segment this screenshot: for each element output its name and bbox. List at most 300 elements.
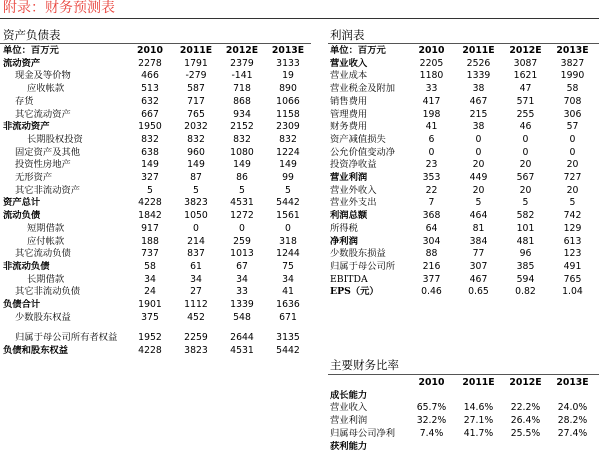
balance-sheet-cell: 5442: [276, 197, 300, 209]
income-statement-cell: 1990: [560, 70, 585, 82]
income-statement-row-label: 投资净收益: [330, 159, 377, 171]
balance-sheet-row: [3, 185, 311, 198]
balance-sheet-cell: 24: [144, 286, 156, 298]
income-statement-cell: 20: [519, 184, 532, 196]
income-statement-row-label: 营业外收入: [330, 184, 377, 196]
balance-sheet-header-row: [3, 45, 311, 58]
balance-sheet-row: [3, 345, 311, 358]
income-statement-cell: 304: [422, 235, 441, 247]
income-statement-row: [330, 223, 596, 236]
income-statement-cell: 467: [469, 95, 488, 107]
ratios-row-label: 成长能力: [330, 389, 368, 401]
income-statement-row: [330, 236, 596, 249]
income-statement-cell: 307: [469, 260, 488, 272]
income-statement-cell: 0: [475, 133, 482, 145]
balance-sheet-row: [3, 236, 311, 249]
balance-sheet-cell: 149: [233, 159, 251, 171]
income-statement-cell: 46: [519, 121, 532, 133]
income-statement-cell: 38: [472, 121, 485, 133]
income-statement-cell: 449: [469, 172, 488, 184]
balance-sheet-row-label: 资产总计: [3, 197, 41, 209]
income-statement-cell: 58: [566, 83, 579, 95]
income-statement-cell: 57: [566, 121, 579, 133]
balance-sheet-row-label: 其它流动负债: [15, 248, 71, 260]
income-statement-header-row: [330, 45, 596, 58]
income-statement-cell: 0: [569, 146, 576, 158]
ratios-cell: [549, 390, 596, 403]
income-statement-cell: 594: [516, 273, 535, 285]
ratios-cell: [408, 390, 455, 403]
balance-sheet-row: [3, 96, 311, 109]
balance-sheet-year-header: 2011E: [179, 45, 213, 56]
income-statement-row: [330, 197, 596, 210]
balance-sheet-cell: [173, 324, 219, 332]
balance-sheet-cell: 214: [187, 235, 205, 247]
ratios-header-blank: [330, 377, 408, 390]
balance-sheet-row: [3, 248, 311, 261]
ratios-cell: 14.6%: [463, 402, 494, 414]
balance-sheet-cell: 41: [282, 286, 294, 298]
balance-sheet-cell: 1791: [184, 57, 208, 69]
balance-sheet-cell: 149: [279, 159, 297, 171]
ratios-row: [330, 415, 596, 428]
balance-sheet-row: [3, 58, 311, 71]
balance-sheet-row: [3, 159, 311, 172]
balance-sheet-row: [3, 70, 311, 83]
balance-sheet-row-label: 非流动资产: [3, 121, 50, 133]
balance-sheet-cell: 4531: [230, 197, 254, 209]
balance-sheet-cell: 2379: [230, 57, 254, 69]
balance-sheet-cell: 87: [190, 172, 202, 184]
balance-sheet-cell: 149: [187, 159, 205, 171]
balance-sheet-cell: 4228: [138, 345, 162, 357]
balance-sheet-row-label: 现金及等价物: [15, 70, 71, 82]
income-statement-cell: 571: [516, 95, 535, 107]
income-statement-cell: 101: [516, 222, 535, 234]
balance-sheet-cell: 452: [187, 311, 205, 323]
balance-sheet-cell: 4531: [230, 345, 254, 357]
balance-sheet-row-label: 短期借款: [27, 222, 65, 234]
balance-sheet-cell: 548: [233, 311, 251, 323]
balance-sheet-cell: 19: [282, 70, 294, 82]
balance-sheet-row: [3, 210, 311, 223]
income-statement-row-label: 管理费用: [330, 108, 368, 120]
ratios-row: [330, 428, 596, 441]
ratios-cell: 28.2%: [557, 415, 588, 427]
income-statement-row: [330, 83, 596, 96]
income-statement-cell: 0: [569, 133, 576, 145]
income-statement-cell: 3827: [560, 57, 585, 69]
balance-sheet-cell: 375: [141, 311, 159, 323]
income-statement-cell: 23: [425, 159, 438, 171]
balance-sheet-cell: 832: [279, 133, 297, 145]
income-statement-cell: 567: [516, 172, 535, 184]
ratios-row: [330, 402, 596, 415]
balance-sheet-year-header: 2013E: [271, 45, 305, 56]
ratios-cell: 27.4%: [557, 427, 588, 439]
income-statement-row: [330, 121, 596, 134]
balance-sheet-cell: 5: [285, 184, 291, 196]
ratios-cell: 65.7%: [416, 402, 447, 414]
balance-sheet-row: [3, 223, 311, 236]
balance-sheet-cell: 737: [141, 248, 159, 260]
balance-sheet-row-label: [3, 324, 127, 332]
balance-sheet-cell: 832: [187, 133, 205, 145]
income-statement-cell: 0.82: [515, 286, 536, 298]
balance-sheet-cell: 188: [141, 235, 159, 247]
income-statement-cell: 353: [422, 172, 441, 184]
ratios-year-header: 2010: [418, 377, 445, 388]
income-statement-cell: 0.46: [421, 286, 442, 298]
balance-sheet-cell: 67: [236, 260, 248, 272]
balance-sheet-cell: 0: [239, 222, 245, 234]
balance-sheet-row: [3, 197, 311, 210]
income-statement-cell: 385: [516, 260, 535, 272]
balance-sheet-cell: 1050: [184, 210, 208, 222]
income-statement-row-label: 公允价值变动净: [330, 146, 396, 158]
balance-sheet-cell: 75: [282, 260, 294, 272]
balance-sheet-cell: 2278: [138, 57, 162, 69]
income-statement-row-label: EBITDA: [330, 273, 368, 285]
income-statement-cell: 41: [425, 121, 438, 133]
income-statement-cell: 33: [425, 83, 438, 95]
income-statement-row: [330, 286, 596, 299]
income-statement-row: [330, 185, 596, 198]
income-statement-row-label: 利润总额: [330, 210, 368, 222]
balance-sheet-cell: 3823: [184, 345, 208, 357]
income-statement-row-label: 资产减值损失: [330, 133, 386, 145]
income-statement-cell: 0.65: [468, 286, 489, 298]
balance-sheet-cell: 318: [279, 235, 297, 247]
balance-sheet-row: [3, 261, 311, 274]
balance-sheet-cell: 34: [190, 273, 202, 285]
ratios-divider: [328, 374, 599, 375]
income-statement-row-label: 少数股东损益: [330, 248, 386, 260]
income-statement-row: [330, 96, 596, 109]
balance-sheet-cell: 99: [282, 172, 294, 184]
income-statement-table: [330, 45, 596, 299]
balance-sheet-cell: 837: [187, 248, 205, 260]
income-statement-cell: 1.04: [562, 286, 583, 298]
balance-sheet-cell: 917: [141, 222, 159, 234]
balance-sheet-row-label: 负债合计: [3, 299, 41, 311]
income-statement-row-label: 财务费用: [330, 121, 368, 133]
income-statement-cell: 481: [516, 235, 535, 247]
income-statement-cell: 377: [422, 273, 441, 285]
balance-sheet-cell: 34: [236, 273, 248, 285]
income-statement-cell: 613: [563, 235, 582, 247]
balance-sheet-cell: 1080: [230, 146, 254, 158]
income-statement-cell: 215: [469, 108, 488, 120]
balance-sheet-row: [3, 299, 311, 312]
income-statement-cell: 20: [472, 184, 485, 196]
balance-sheet-title: 资产负债表: [3, 28, 61, 42]
balance-sheet-cell: 33: [236, 286, 248, 298]
balance-sheet-cell: 632: [141, 95, 159, 107]
balance-sheet-row-label: 固定资产及其他: [15, 146, 81, 158]
income-statement-cell: 5: [522, 197, 529, 209]
balance-sheet-cell: 671: [279, 311, 297, 323]
income-statement-row: [330, 134, 596, 147]
ratios-cell: [455, 390, 502, 403]
income-statement-cell: 1339: [466, 70, 491, 82]
balance-sheet-row-label: 负债和股东权益: [3, 345, 69, 357]
income-statement-row: [330, 159, 596, 172]
income-statement-cell: 727: [563, 172, 582, 184]
ratios-cell: 32.2%: [416, 415, 447, 427]
balance-sheet-cell: 2152: [230, 121, 254, 133]
balance-sheet-cell: 61: [190, 260, 202, 272]
balance-sheet-cell: 718: [233, 83, 251, 95]
balance-sheet-cell: 2644: [230, 332, 254, 344]
balance-sheet-cell: 1339: [230, 299, 254, 311]
income-statement-cell: 77: [472, 248, 485, 260]
balance-sheet-row: [3, 312, 311, 325]
income-statement-cell: 384: [469, 235, 488, 247]
balance-sheet-row: [3, 83, 311, 96]
balance-sheet-cell: 1224: [276, 146, 300, 158]
balance-sheet-cell: 638: [141, 146, 159, 158]
income-statement-divider: [328, 43, 599, 44]
income-statement-cell: 0: [522, 133, 529, 145]
ratios-row: [330, 441, 596, 454]
income-statement-year-header: 2011E: [462, 45, 495, 56]
balance-sheet-cell: 1066: [276, 95, 300, 107]
ratios-cell: [502, 390, 549, 403]
balance-sheet-cell: 5442: [276, 345, 300, 357]
income-statement-row: [330, 70, 596, 83]
income-statement-cell: 491: [563, 260, 582, 272]
income-statement-row-label: 营业收入: [330, 57, 368, 69]
income-statement-cell: 22: [425, 184, 438, 196]
balance-sheet-cell: 4228: [138, 197, 162, 209]
ratios-cell: 25.5%: [510, 427, 541, 439]
income-statement-row-label: 营业外支出: [330, 197, 377, 209]
balance-sheet-row-label: 长期借款: [27, 273, 65, 285]
income-statement-cell: 467: [469, 273, 488, 285]
ratios-year-header: 2013E: [556, 377, 589, 388]
ratios-year-header: 2011E: [462, 377, 495, 388]
balance-sheet-row-label: 非流动负债: [3, 260, 50, 272]
balance-sheet-cell: 1901: [138, 299, 162, 311]
balance-sheet-cell: [127, 324, 173, 332]
balance-sheet-cell: 5: [193, 184, 199, 196]
balance-sheet-cell: 149: [141, 159, 159, 171]
balance-sheet-cell: 3133: [276, 57, 300, 69]
ratios-cell: 26.4%: [510, 415, 541, 427]
balance-sheet-cell: 5: [147, 184, 153, 196]
balance-sheet-cell: 832: [141, 133, 159, 145]
balance-sheet-divider: [0, 43, 311, 44]
balance-sheet-row-label: 投资性房地产: [15, 159, 71, 171]
income-statement-cell: 123: [563, 248, 582, 260]
income-statement-row-label: 销售费用: [330, 95, 368, 107]
balance-sheet-row: [3, 121, 311, 134]
balance-sheet-cell: 890: [279, 83, 297, 95]
balance-sheet-cell: 1952: [138, 332, 162, 344]
balance-sheet-cell: 667: [141, 108, 159, 120]
income-statement-cell: 81: [472, 222, 485, 234]
balance-sheet-cell: [265, 324, 311, 332]
balance-sheet-cell: 1244: [276, 248, 300, 260]
ratios-cell: [455, 441, 502, 454]
ratios-table: [330, 377, 596, 453]
title-divider: [0, 18, 599, 19]
balance-sheet-cell: 934: [233, 108, 251, 120]
balance-sheet-cell: -141: [231, 70, 253, 82]
income-statement-cell: 0: [428, 146, 435, 158]
income-statement-cell: 96: [519, 248, 532, 260]
income-statement-cell: 5: [569, 197, 576, 209]
balance-sheet-cell: 0: [193, 222, 199, 234]
balance-sheet-row-label: 流动资产: [3, 57, 41, 69]
balance-sheet-cell: 868: [233, 95, 251, 107]
income-statement-cell: 3087: [513, 57, 538, 69]
income-statement-cell: 47: [519, 83, 532, 95]
balance-sheet-row-label: 流动负债: [3, 210, 41, 222]
balance-sheet-row: [3, 172, 311, 185]
ratios-cell: [408, 441, 455, 454]
income-statement-cell: 464: [469, 210, 488, 222]
balance-sheet-row-label: 归属于母公司所有者权益: [15, 332, 118, 344]
balance-sheet-cell: 1636: [276, 299, 300, 311]
balance-sheet-cell: 58: [144, 260, 156, 272]
income-statement-row: [330, 147, 596, 160]
income-statement-cell: 742: [563, 210, 582, 222]
balance-sheet-row-label: 长期股权投资: [27, 133, 83, 145]
balance-sheet-cell: 2032: [184, 121, 208, 133]
ratios-cell: 22.2%: [510, 402, 541, 414]
balance-sheet-row-label: 存货: [15, 95, 34, 107]
balance-sheet-row-label: 其它非流动资产: [15, 184, 81, 196]
balance-sheet-cell: 587: [187, 83, 205, 95]
income-statement-cell: 20: [566, 159, 579, 171]
balance-sheet-cell: 2309: [276, 121, 300, 133]
ratios-row-label: 营业收入: [330, 402, 368, 414]
balance-sheet-cell: 513: [141, 83, 159, 95]
income-statement-cell: 198: [422, 108, 441, 120]
balance-sheet-cell: -279: [185, 70, 207, 82]
balance-sheet-row-label: 应收帐款: [27, 83, 65, 95]
balance-sheet-row: [3, 286, 311, 299]
income-statement-title: 利润表: [330, 28, 365, 42]
balance-sheet-row-label: 少数股东权益: [15, 311, 71, 323]
balance-sheet-cell: 1013: [230, 248, 254, 260]
balance-sheet-cell: 259: [233, 235, 251, 247]
balance-sheet-cell: 1158: [276, 108, 300, 120]
balance-sheet-cell: [219, 324, 265, 332]
income-statement-cell: 0: [475, 146, 482, 158]
balance-sheet-cell: 1272: [230, 210, 254, 222]
income-statement-row-label: 营业利润: [330, 172, 368, 184]
income-statement-cell: 6: [428, 133, 435, 145]
ratios-cell: [549, 441, 596, 454]
balance-sheet-year-header: 2010: [137, 45, 163, 56]
balance-sheet-cell: 717: [187, 95, 205, 107]
income-statement-row: [330, 109, 596, 122]
income-statement-cell: 38: [472, 83, 485, 95]
income-statement-cell: 20: [566, 184, 579, 196]
income-statement-cell: 306: [563, 108, 582, 120]
balance-sheet-cell: 1950: [138, 121, 162, 133]
balance-sheet-cell: 1842: [138, 210, 162, 222]
balance-sheet-cell: 5: [239, 184, 245, 196]
income-statement-year-header: 2012E: [509, 45, 542, 56]
income-statement-cell: 216: [422, 260, 441, 272]
balance-sheet-row: [3, 324, 311, 332]
balance-sheet-cell: 960: [187, 146, 205, 158]
balance-sheet-year-header: 2012E: [225, 45, 259, 56]
income-statement-cell: 765: [563, 273, 582, 285]
income-statement-cell: 20: [519, 159, 532, 171]
balance-sheet-row-label: 其它流动资产: [15, 108, 71, 120]
income-statement-cell: 708: [563, 95, 582, 107]
income-statement-row: [330, 210, 596, 223]
income-statement-cell: 2526: [466, 57, 491, 69]
ratios-cell: 41.7%: [463, 427, 494, 439]
income-statement-cell: 5: [475, 197, 482, 209]
income-statement-cell: 255: [516, 108, 535, 120]
balance-sheet-cell: 27: [190, 286, 202, 298]
ratios-cell: 7.4%: [419, 427, 444, 439]
balance-sheet-cell: 1112: [184, 299, 208, 311]
balance-sheet-cell: 0: [285, 222, 291, 234]
ratios-row: [330, 390, 596, 403]
balance-sheet-cell: 34: [282, 273, 294, 285]
balance-sheet-table: [3, 45, 311, 358]
income-statement-cell: 20: [472, 159, 485, 171]
ratios-row-label: 获利能力: [330, 440, 368, 452]
income-statement-row: [330, 172, 596, 185]
balance-sheet-cell: 765: [187, 108, 205, 120]
balance-sheet-row: [3, 109, 311, 122]
income-statement-row: [330, 261, 596, 274]
ratios-cell: 24.0%: [557, 402, 588, 414]
balance-sheet-cell: 3823: [184, 197, 208, 209]
income-statement-cell: 7: [428, 197, 435, 209]
income-statement-cell: 1621: [513, 70, 538, 82]
ratios-cell: [502, 441, 549, 454]
balance-sheet-cell: 327: [141, 172, 159, 184]
income-statement-cell: 0: [522, 146, 529, 158]
ratios-row-label: 归属母公司净利: [330, 427, 396, 439]
income-statement-row-label: 归属于母公司所: [330, 260, 396, 272]
balance-sheet-row: [3, 332, 311, 345]
balance-sheet-row: [3, 274, 311, 287]
balance-sheet-unit-label: 单位：百万元: [3, 45, 59, 56]
balance-sheet-cell: 832: [233, 133, 251, 145]
income-statement-row: [330, 274, 596, 287]
balance-sheet-cell: 86: [236, 172, 248, 184]
income-statement-row: [330, 58, 596, 71]
income-statement-cell: 1180: [419, 70, 444, 82]
balance-sheet-row: [3, 134, 311, 147]
income-statement-cell: 64: [425, 222, 438, 234]
income-statement-cell: 368: [422, 210, 441, 222]
income-statement-cell: 417: [422, 95, 441, 107]
balance-sheet-row-label: 其它非流动负债: [15, 286, 81, 298]
ratios-cell: 27.1%: [463, 415, 494, 427]
income-statement-year-header: 2013E: [556, 45, 589, 56]
income-statement-row-label: EPS（元）: [330, 286, 379, 298]
balance-sheet-cell: 1561: [276, 210, 300, 222]
balance-sheet-cell: 2259: [184, 332, 208, 344]
ratios-year-header: 2012E: [509, 377, 542, 388]
balance-sheet-row-label: 应付帐款: [27, 235, 65, 247]
income-statement-row-label: 营业税金及附加: [330, 83, 396, 95]
balance-sheet-cell: 466: [141, 70, 159, 82]
income-statement-row-label: 净利润: [330, 235, 358, 247]
